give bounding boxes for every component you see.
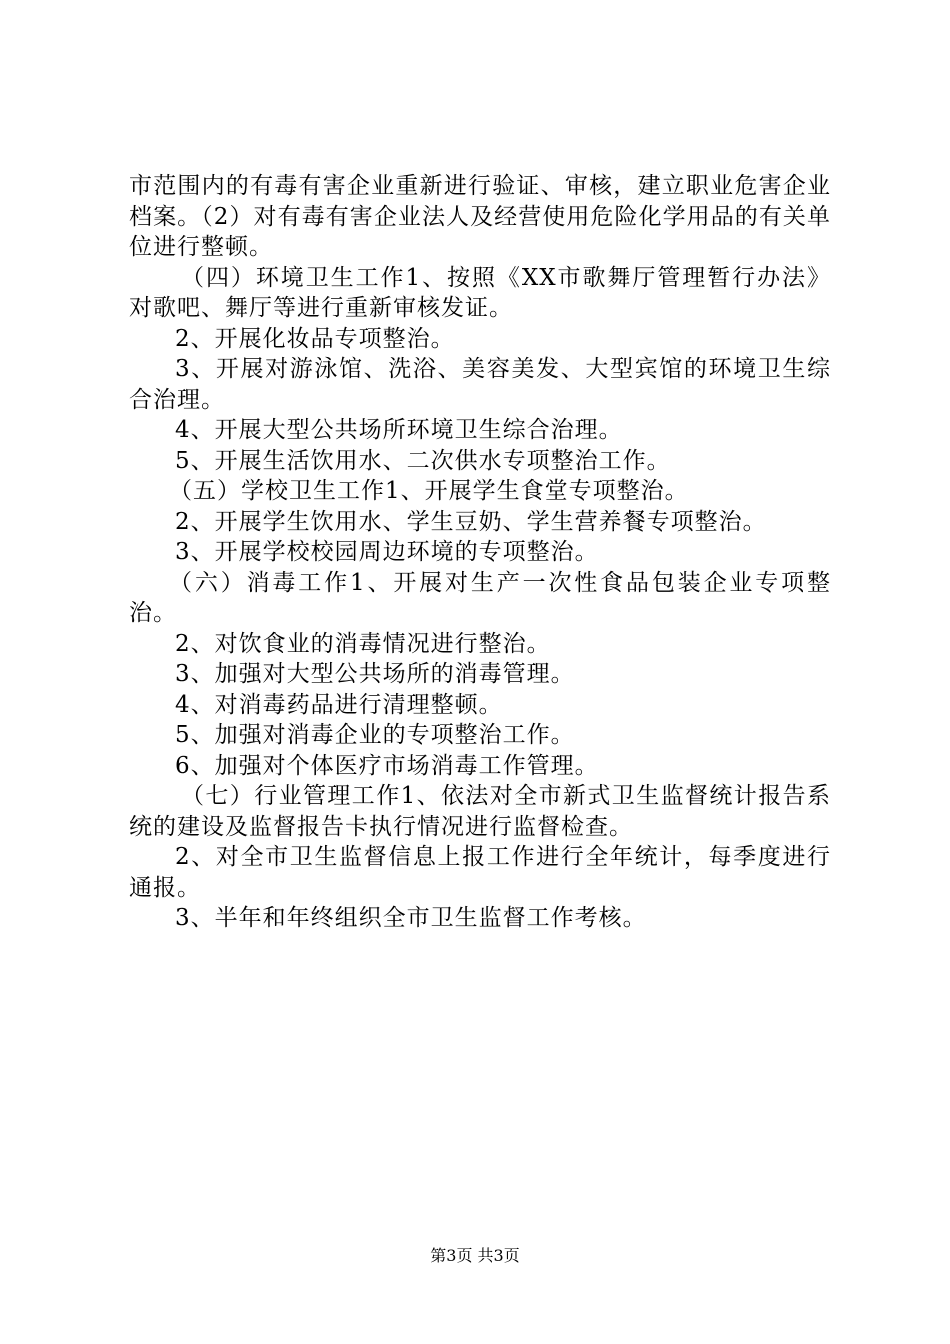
paragraph-section-7: （七）行业管理工作1、依法对全市新式卫生监督统计报告系统的建设及监督报告卡执行情况进行监督检查。	[129, 783, 831, 840]
paragraph-item: 4、对消毒药品进行清理整顿。	[175, 691, 503, 718]
paragraph-item: 3、开展对游泳馆、洗浴、美容美发、大型宾馆的环境卫生综合治理。	[129, 356, 831, 413]
paragraph-item: 3、半年和年终组织全市卫生监督工作考核。	[175, 905, 647, 931]
paragraph-section-5: （五）学校卫生工作1、开展学生食堂专项整治。	[169, 478, 689, 504]
paragraph-item: 3、加强对大型公共场所的消毒管理。	[175, 661, 575, 687]
paragraph-item: 2、开展学生饮用水、学生豆奶、学生营养餐专项整治。	[175, 508, 767, 535]
paragraph-item: 3、开展学校校园周边环境的专项整治。	[175, 539, 599, 565]
document-body	[129, 171, 831, 934]
paragraph-item: 5、加强对消毒企业的专项整治工作。	[175, 722, 575, 748]
paragraph-item: 2、对饮食业的消毒情况进行整治。	[175, 630, 551, 657]
paragraph-item: 6、加强对个体医疗市场消毒工作管理。	[175, 752, 599, 779]
paragraph-item: 2、开展化妆品专项整治。	[175, 325, 455, 352]
page-number-footer: 第3页 共3页	[430, 1246, 520, 1265]
paragraph-item: 2、对全市卫生监督信息上报工作进行全年统计，每季度进行通报。	[129, 844, 831, 901]
paragraph-section-4: （四）环境卫生工作1、按照《XX市歌舞厅管理暂行办法》对歌吧、舞厅等进行重新审核发证。	[129, 264, 831, 321]
paragraph-section-6: （六）消毒工作1、开展对生产一次性食品包装企业专项整治。	[129, 569, 831, 626]
paragraph-item: 4、开展大型公共场所环境卫生综合治理。	[175, 417, 623, 443]
paragraph-item: 5、开展生活饮用水、二次供水专项整治工作。	[175, 447, 671, 474]
paragraph-continuation: 市范围内的有毒有害企业重新进行验证、审核，建立职业危害企业档案。（2）对有毒有害企业法人及经营使用危险化学用品的有关单位进行整顿。	[129, 173, 831, 260]
